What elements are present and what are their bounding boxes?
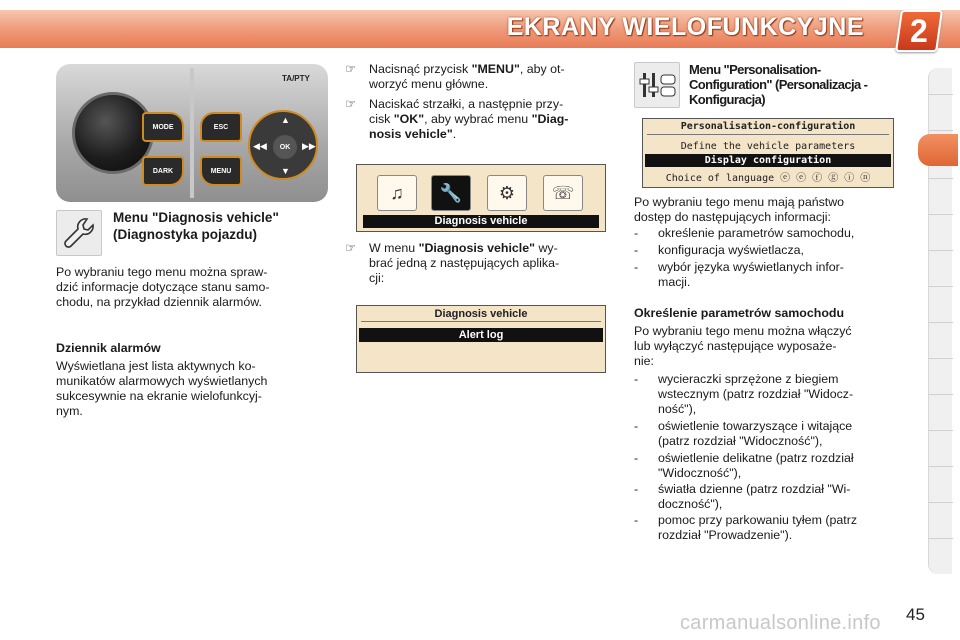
audio-icon: ♫ (377, 175, 417, 211)
diagnosis-description (56, 265, 326, 310)
selected-menu-label: Diagnosis vehicle (363, 215, 599, 228)
tab-divider (929, 250, 953, 251)
text-line: Po wybraniu tego menu można spraw- (56, 265, 268, 279)
text-line (369, 62, 615, 77)
tab-divider (929, 94, 953, 95)
menu-button-label: MENU (210, 167, 232, 175)
text-line: rozdział "Prowadzenie"). (658, 528, 793, 542)
pointing-hand-icon: ☞ (345, 62, 357, 76)
list-item (634, 226, 904, 241)
screen-title: Diagnosis vehicle (434, 308, 528, 320)
text-fragment-bold: "MENU" (471, 62, 520, 76)
console-divider (190, 68, 194, 198)
list-dash: - (634, 260, 639, 274)
text-fragment-bold: nosis vehicle" (369, 127, 453, 141)
step-select-diagnosis (345, 97, 615, 142)
settings-sliders-icon: ⚙ (487, 175, 527, 211)
text-line: konfiguracja wyświetlacza, (658, 243, 804, 257)
text-line: lub wyłączyć następujące wyposaże- (634, 339, 837, 353)
list-dash: - (634, 482, 639, 496)
text-line: munikatów alarmowych wyświetlanych (56, 374, 268, 388)
wrench-icon: 🔧 (431, 175, 471, 211)
list-dash: - (634, 372, 639, 386)
text-line: wstecznym (patrz rozdział "Widocz- (658, 387, 854, 401)
text-line: wybór języka wyświetlanych infor- (658, 260, 844, 274)
choice-of-language-label: Choice of language (665, 173, 775, 184)
vehicle-parameters-description (634, 324, 904, 369)
title-line: Menu "Personalisation- (689, 62, 821, 77)
list-dash: - (634, 513, 639, 527)
text-fragment: W menu (369, 241, 419, 255)
watermark: carmanualsonline.info (680, 612, 881, 634)
text-line: macji. (658, 275, 691, 289)
diagnosis-menu-title (113, 209, 333, 243)
text-fragment-bold: "Diag- (531, 112, 569, 126)
text-line: chodu, na przykład dziennik alarmów. (56, 295, 262, 309)
text-line (369, 241, 615, 256)
personalisation-icon (634, 62, 680, 108)
text-line: "Widoczność"), (658, 466, 742, 480)
text-fragment: wy- (535, 241, 558, 255)
text-line: Po wybraniu tego menu można włączyć (634, 324, 852, 338)
choice-of-language-item (643, 169, 893, 184)
list-dash: - (634, 451, 639, 465)
tab-divider (929, 430, 953, 431)
display-configuration-item: Display configuration (645, 154, 891, 167)
main-menu-screen (356, 164, 606, 232)
text-line: worzyć menu główne. (369, 77, 489, 91)
text-line: Naciskać strzałki, a następnie przy- (369, 97, 564, 111)
alert-log-item: Alert log (359, 328, 603, 342)
page-header (0, 0, 960, 56)
dark-button-label: DARK (152, 167, 174, 175)
mode-button-label: MODE (152, 123, 174, 131)
step-press-menu (345, 62, 615, 92)
personalisation-intro (634, 195, 904, 225)
tab-divider (929, 358, 953, 359)
list-item (634, 372, 904, 417)
text-fragment-bold: "OK" (393, 112, 425, 126)
define-parameters-item: Define the vehicle parameters (680, 141, 856, 152)
personalisation-menu-title (689, 62, 919, 107)
list-dash: - (634, 226, 639, 240)
tab-divider (929, 466, 953, 467)
arrow-up-icon: ▲ (281, 115, 290, 125)
screen-divider (647, 134, 889, 135)
list-item (634, 260, 904, 290)
step-choose-application (345, 241, 615, 286)
text-line: dostęp do następujących informacji: (634, 210, 831, 224)
active-chapter-tab (918, 134, 958, 166)
text-fragment: . (452, 127, 457, 141)
list-item (634, 513, 904, 543)
pointing-hand-icon: ☞ (345, 241, 357, 255)
text-line: nie: (634, 354, 654, 368)
text-line: światła dzienne (patrz rozdział "Wi- (658, 482, 851, 496)
text-line: cji: (369, 271, 385, 285)
personalisation-screen (642, 118, 894, 188)
list-dash: - (634, 419, 639, 433)
tab-divider (929, 214, 953, 215)
wrench-icon (56, 210, 102, 256)
arrow-down-icon: ▼ (281, 166, 290, 176)
text-line: Po wybraniu tego menu mają państwo (634, 195, 845, 209)
text-line: (patrz rozdział "Widoczność"), (658, 434, 823, 448)
text-line: pomoc przy parkowaniu tyłem (patrz (658, 513, 858, 527)
title-line: Konfiguracja) (689, 92, 765, 107)
tab-divider (929, 130, 953, 131)
diagnosis-title-line: Menu "Diagnosis vehicle" (113, 210, 279, 225)
screen-title: Personalisation-configuration (680, 121, 856, 132)
list-item (634, 451, 904, 481)
vehicle-parameters-heading: Określenie parametrów samochodu (634, 306, 845, 320)
text-line: doczność"), (658, 497, 723, 511)
tab-divider (929, 322, 953, 323)
list-dash: - (634, 243, 639, 257)
navigation-pad (248, 110, 318, 180)
page-number: 45 (906, 605, 925, 624)
text-fragment: Nacisnąć przycisk (369, 62, 472, 76)
text-line: ność"), (658, 402, 697, 416)
text-line: oświetlenie towarzyszące i witające (658, 419, 853, 433)
diagnosis-title-line: (Diagnostyka pojazdu) (113, 227, 258, 242)
alarm-log-heading: Dziennik alarmów (56, 341, 161, 355)
text-line: Wyświetlana jest lista aktywnych ko- (56, 359, 256, 373)
text-fragment: , aby wybrać menu (424, 112, 532, 126)
tab-divider (929, 178, 953, 179)
text-fragment: , aby ot- (519, 62, 565, 76)
esc-button-label: ESC (213, 123, 229, 131)
tab-divider (929, 286, 953, 287)
tab-divider (929, 394, 953, 395)
text-line: sukcesywnie na ekranie wielofunkcyj- (56, 389, 262, 403)
esc-button (200, 112, 242, 142)
diagnosis-submenu-screen (356, 305, 606, 373)
chapter-number: 2 (910, 13, 928, 49)
control-panel-image (56, 64, 328, 202)
text-line: wycieraczki sprzężone z biegiem (658, 372, 839, 386)
arrow-right-icon: ▶▶ (302, 141, 316, 151)
title-line: Configuration" (Personalizacja - (689, 77, 868, 92)
arrow-left-icon: ◀◀ (253, 141, 267, 151)
chapter-badge (895, 10, 943, 52)
screen-divider (361, 321, 601, 322)
text-line (369, 127, 615, 142)
text-line: dzić informacje dotyczące stanu samo- (56, 280, 270, 294)
text-line: nym. (56, 404, 83, 418)
list-item (634, 482, 904, 512)
pointing-hand-icon: ☞ (345, 97, 357, 111)
phone-bluetooth-icon: ☏ (543, 175, 583, 211)
text-line: brać jedną z następujących aplika- (369, 256, 560, 270)
tab-divider (929, 502, 953, 503)
alarm-log-description (56, 359, 326, 419)
ta-pty-label: TA/PTY (282, 74, 310, 83)
menu-button (200, 156, 242, 186)
list-item (634, 243, 904, 258)
list-item (634, 419, 904, 449)
text-line (369, 112, 615, 127)
ok-button: OK (273, 135, 297, 159)
text-line: określenie parametrów samochodu, (658, 226, 855, 240)
mode-button (142, 112, 184, 142)
dark-button (142, 156, 184, 186)
text-fragment-bold: "Diagnosis vehicle" (418, 241, 536, 255)
page-title: EKRANY WIELOFUNKCYJNE (506, 13, 864, 41)
text-fragment: cisk (369, 112, 394, 126)
language-flags-icon: ⓔ ⓔ ⓕ ⓖ ⓘ ⓝ (780, 173, 871, 184)
text-line: oświetlenie delikatne (patrz rozdział (658, 451, 854, 465)
tab-divider (929, 538, 953, 539)
